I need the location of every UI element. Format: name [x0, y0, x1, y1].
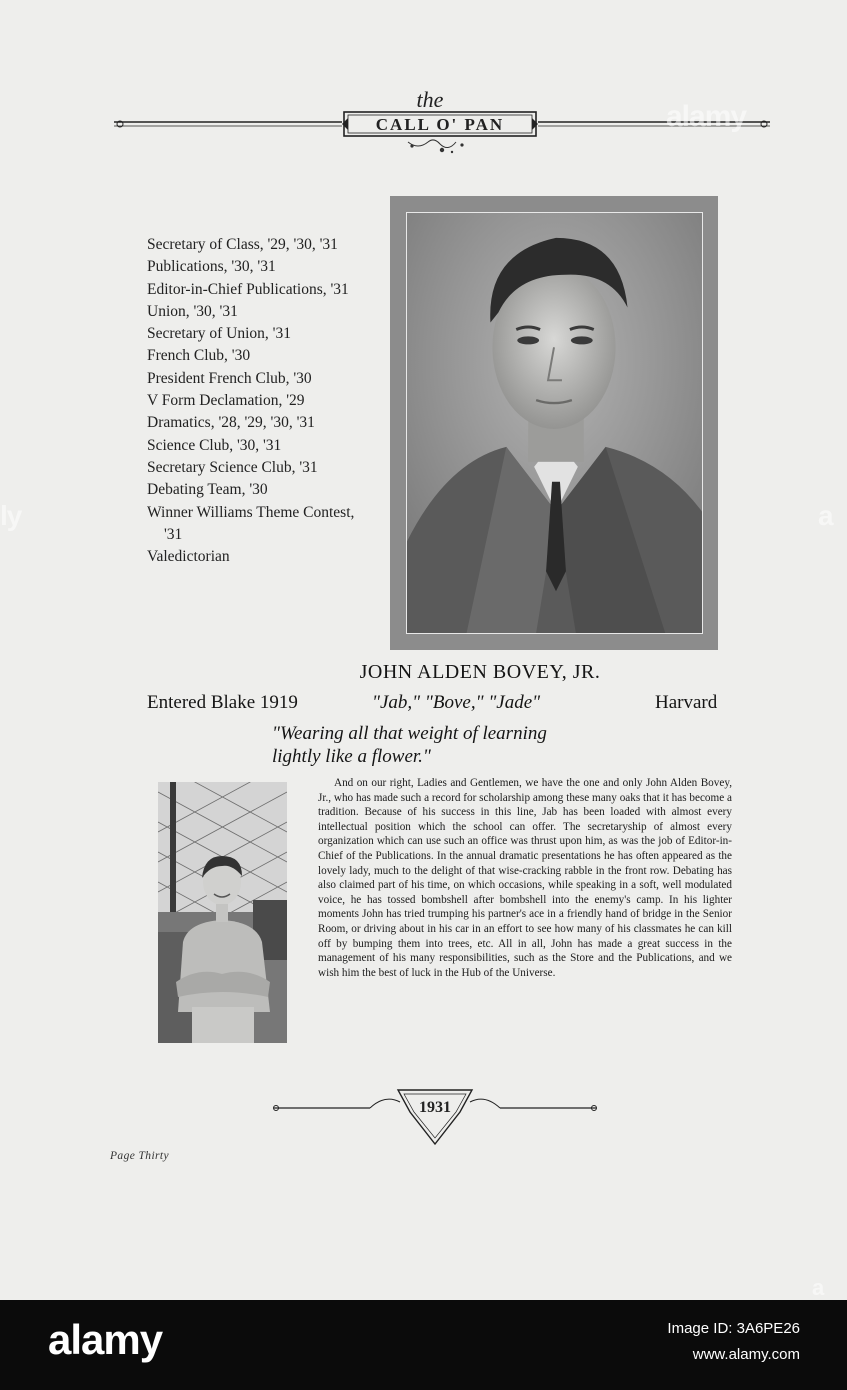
- college: Harvard: [655, 692, 718, 713]
- portrait-illustration: [407, 213, 702, 633]
- activity-item: Science Club, '30, '31: [147, 436, 282, 454]
- activity-item: V Form Declamation, '29: [147, 392, 305, 410]
- portrait-photo: [406, 212, 703, 634]
- activity-item: Debating Team, '30: [147, 481, 268, 499]
- activity-item: Dramatics, '28, '29, '30, '31: [147, 414, 315, 432]
- page-number: Page Thirty: [110, 1150, 170, 1162]
- activity-item: Union, '30, '31: [147, 302, 238, 320]
- nicknames: "Jab," "Bove," "Jade": [372, 692, 541, 713]
- quote-line: lightly like a flower.": [272, 746, 431, 767]
- watermark-fragment-left: ly: [0, 500, 22, 531]
- activity-item: Valedictorian: [147, 548, 230, 566]
- site-url: www.alamy.com: [692, 1346, 800, 1363]
- watermark-fragment-bottom: a: [812, 1275, 824, 1300]
- snapshot-illustration: [158, 782, 287, 1043]
- student-name: JOHN ALDEN BOVEY, JR.: [359, 661, 601, 683]
- watermark-fragment-right: a: [818, 500, 833, 531]
- year-mark: 1931: [419, 1099, 451, 1116]
- biography-text: And on our right, Ladies and Gentlemen, we have the one and only John Alden Bovey, Jr., who has made such a record for scholarship among these many oaks that it has become a tradition. Because of his success in this line, Jab has been loaded with almost every intellectual position which the school can offer. The secretaryship of almost every organization which can use such an office was thrust upon him, as was the job of Editor-in-Chief of the Publications. In the annual dramatic presentations he has often appeared as the lovely lady, much to the delight of that wise-cracking rabble in the front row. Debating has also claimed part of his time, on which occasions, while speaking in a soft, well modulated voice, he has tossed bombshell after bombshell into the enemy's camp. In his lighter moments John has tried trumping his partner's ace in a friendly hand of bridge in the Senior Room, or driving about in his car in an effort to see how many of his classmates he can kill off by bumping them into trees, etc. All in all, John has made a great success in the management of his many responsibilities, such as the Store and the Publications, and we wish him the best of luck in the Hub of the Universe.: [318, 777, 732, 979]
- activity-item: Secretary Science Club, '31: [147, 458, 318, 476]
- activity-item: Editor-in-Chief Publications, '31: [147, 280, 349, 298]
- watermark-top: alamy: [666, 100, 747, 133]
- activity-item: Winner Williams Theme Contest, '31: [147, 503, 355, 543]
- activity-item: Secretary of Class, '29, '30, '31: [147, 236, 338, 253]
- activity-item: Secretary of Union, '31: [147, 325, 291, 343]
- image-id: Image ID: 3A6PE26: [667, 1320, 800, 1337]
- activity-item: French Club, '30: [147, 347, 251, 365]
- header-title: CALL O' PAN: [375, 115, 505, 134]
- quote: [272, 722, 632, 768]
- activity-item: President French Club, '30: [147, 369, 312, 387]
- year-emblem: [270, 1082, 600, 1148]
- quote-line: "Wearing all that weight of learning: [272, 723, 547, 744]
- footer-ornament: [270, 1082, 600, 1148]
- snapshot-photo: [158, 782, 287, 1043]
- activity-item: Publications, '30, '31: [147, 258, 276, 276]
- brand-logo: alamy: [48, 1316, 163, 1363]
- entered-year: Entered Blake 1919: [147, 692, 298, 713]
- activities-list: [147, 234, 372, 568]
- header-script-word: the: [416, 87, 444, 112]
